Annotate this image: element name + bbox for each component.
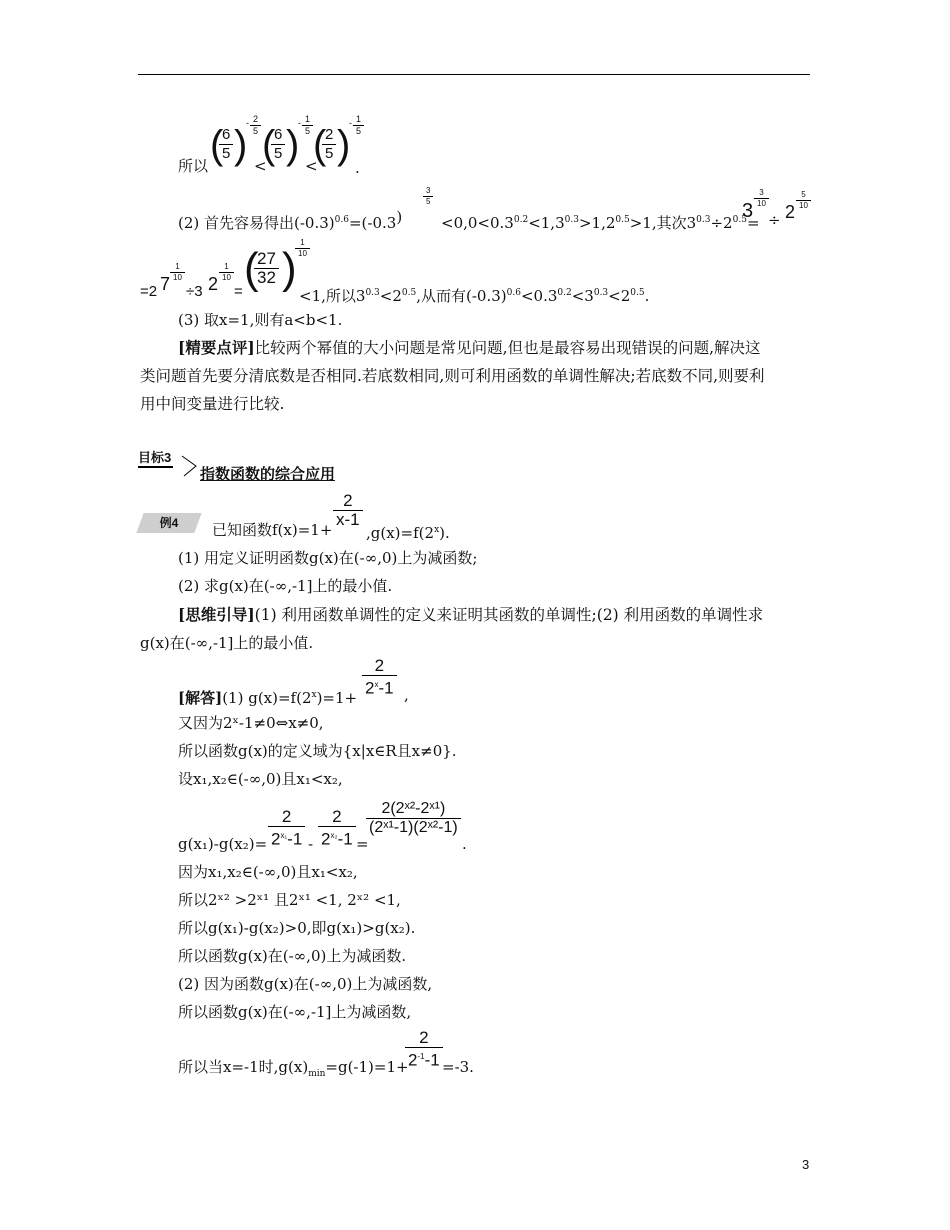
text: ,从而有(-0.3) [416, 287, 507, 305]
exp-den: 5 [426, 197, 431, 206]
text: ,g(x)=f(2 [366, 524, 435, 542]
text: = [746, 214, 760, 232]
example-stem [212, 520, 332, 540]
frac-den-exp: x₂ [330, 831, 338, 840]
question-2: (2) 求g(x)在(-∞,-1]上的最小值. [178, 577, 393, 595]
exp-den: 10 [173, 273, 182, 282]
exp-num: 5 [796, 190, 811, 201]
exp-num: 3 [754, 188, 769, 199]
solution-line-6: 因为x₁,x₂∈(-∞,0)且x₁<x₂, [178, 863, 358, 881]
solution-line-8: 所以g(x₁)-g(x₂)>0,即g(x₁)>g(x₂). [178, 919, 416, 937]
text: <0.3 [520, 287, 558, 305]
eq: = [234, 283, 243, 300]
review-text: 比较两个幂值的大小问题是常见问题,但也是最容易出现错误的问题,解决这 [254, 339, 761, 357]
power-2-1-10 [208, 262, 231, 295]
sup: 0.5 [630, 288, 645, 298]
frac-den-tail: -1 [337, 829, 353, 849]
goal-title: 指数函数的综合应用 [200, 465, 336, 483]
frac-num: 2 [268, 808, 305, 827]
text: )=1+ [316, 689, 358, 707]
goal-badge: 目标3 [138, 447, 173, 468]
frac-num: 2 [405, 1029, 443, 1048]
page-number: 3 [802, 1157, 810, 1172]
lt-1: < [254, 157, 267, 175]
divide: ÷ [768, 211, 781, 229]
text: . [644, 287, 650, 305]
text: =(-0.3 [348, 214, 397, 232]
sup: 0.3 [564, 215, 579, 225]
text: <1,所以3 [299, 287, 366, 305]
exp-den: 10 [222, 273, 231, 282]
text: <3 [571, 287, 594, 305]
exp-3-5 [423, 186, 433, 207]
frac-den-tail: -1 [424, 1050, 440, 1070]
header-rule [138, 74, 810, 75]
frac-combined [366, 800, 461, 837]
solution-line-10: (2) 因为函数g(x)在(-∞,0)上为减函数, [178, 975, 433, 993]
frac-num: 2(2ˣ²-2ˣ¹) [366, 800, 461, 819]
sup: 0.5 [401, 288, 417, 298]
power-7 [160, 262, 182, 295]
frac-num: 2 [333, 492, 363, 511]
solution-line-7: 所以2ˣ² >2ˣ¹ 且2ˣ¹ <1, 2ˣ² <1, [178, 891, 401, 909]
exp-num: 1 [219, 262, 234, 273]
lt-2: < [305, 157, 318, 175]
exp-den: 5 [305, 126, 311, 136]
base: 2 [785, 202, 796, 222]
solution-line-12 [178, 1057, 409, 1084]
solution-line-2: 又因为2ˣ-1≠0⇔x≠0, [178, 714, 324, 732]
exp-num: 1 [295, 238, 310, 249]
sup: 0.5 [732, 215, 747, 225]
sup: 0.3 [696, 215, 711, 225]
text: >1,2 [578, 214, 616, 232]
solution-line-3: 所以函数g(x)的定义域为{x|x∈R且x≠0}. [178, 742, 457, 760]
text: ). [439, 524, 450, 542]
solution-line-5: g(x₁)-g(x₂)= [178, 835, 268, 853]
exp-den: 10 [298, 249, 307, 258]
example-stem-tail [366, 520, 450, 543]
frac-den: 32 [257, 268, 276, 287]
line-part2 [178, 210, 402, 233]
question-1: (1) 用定义证明函数g(x)在(-∞,0)上为减函数; [178, 549, 478, 567]
frac-den-exp: x₁ [280, 831, 288, 840]
frac-num: 2 [322, 126, 336, 145]
solution-label: [解答] [178, 689, 223, 707]
line-part3: (3) 取x=1,则有a<b<1. [178, 311, 343, 329]
power-3-3-10 [742, 188, 766, 223]
exp-den: 5 [253, 126, 259, 136]
guide-text: (1) 利用函数单调性的定义来证明其函数的单调性;(2) 利用函数的单调性求 [254, 606, 764, 624]
review-label: [精要点评] [178, 338, 255, 357]
exp-num: 1 [302, 114, 313, 126]
frac-g-x2 [318, 808, 356, 849]
frac-den-base: 2 [321, 829, 331, 849]
div-3: ÷3 [186, 283, 203, 300]
sup: 0.6 [334, 215, 349, 225]
frac-den: 5 [274, 145, 283, 162]
frac-den: x-1 [336, 510, 360, 529]
text: <1,3 [528, 214, 565, 232]
frac-den: 5 [222, 145, 231, 162]
base: 7 [160, 274, 171, 294]
exp-sign: - [246, 118, 249, 128]
frac-den-tail: -1 [287, 829, 303, 849]
exp-num: 3 [423, 186, 433, 197]
guide-line-2: g(x)在(-∞,-1]上的最小值. [140, 634, 314, 652]
frac-num: 27 [254, 250, 279, 269]
frac-2-2-1-1 [405, 1029, 443, 1070]
minus: - [308, 835, 314, 853]
base: 2 [208, 274, 219, 294]
frac-den-base: 2 [408, 1050, 418, 1070]
text: =g(-1)=1+ [325, 1058, 409, 1076]
frac-den: 5 [325, 145, 334, 162]
text: 已知函数f(x)=1+ [212, 521, 333, 539]
review-line-1 [178, 338, 761, 358]
text: (2) 首先容易得出(-0.3) [178, 214, 335, 232]
base: 3 [742, 200, 754, 222]
guide-label: [思维引导] [178, 605, 255, 624]
result: =-3. [442, 1058, 474, 1076]
frac-den: (2ˣ¹-1)(2ˣ²-1) [369, 819, 458, 836]
exp-den: 10 [757, 199, 766, 208]
line-part2-cont [441, 210, 760, 233]
exp-sign: - [349, 118, 352, 128]
frac-den-exp: x [374, 680, 379, 689]
sup: 0.3 [365, 288, 380, 298]
sup: x [434, 525, 440, 535]
exp-sign: - [298, 118, 301, 128]
example-badge [136, 513, 201, 533]
text: <2 [608, 287, 631, 305]
sup: 0.3 [593, 288, 609, 298]
text: <0,0<0.3 [441, 214, 514, 232]
frac-num: 2 [362, 657, 397, 676]
eq-2: =2 [140, 283, 158, 300]
solution-line-11: 所以函数g(x)在(-∞,-1]上为减函数, [178, 1003, 412, 1021]
exp-num: 2 [250, 114, 261, 126]
text: <2 [379, 287, 402, 305]
sup: 0.2 [557, 288, 572, 298]
text: >1,其次3 [629, 214, 697, 232]
line-conclusion-1 [178, 156, 208, 176]
guide-line-1 [178, 605, 763, 625]
comma: , [404, 686, 409, 704]
frac-g-x1 [268, 808, 305, 849]
example-badge-label: 例4 [159, 516, 179, 530]
exp-num: 1 [170, 262, 185, 273]
frac-num: 6 [271, 126, 285, 145]
text: 所以当x=-1时,g(x) [178, 1058, 309, 1076]
frac-den-base: 2 [365, 678, 375, 698]
solution-line-1 [178, 685, 357, 708]
frac-den-exp: -1 [417, 1052, 425, 1061]
sup: x [311, 690, 317, 700]
period: . [355, 159, 360, 177]
solution-line-9: 所以函数g(x)在(-∞,0)上为减函数. [178, 947, 407, 965]
frac-den-base: 2 [271, 829, 281, 849]
sup: 0.2 [513, 215, 529, 225]
solution-line-4: 设x₁,x₂∈(-∞,0)且x₁<x₂, [178, 770, 343, 788]
frac-2-x-1 [333, 492, 363, 529]
sub: min [308, 1069, 326, 1079]
sup: 0.5 [615, 215, 630, 225]
text: ) [396, 208, 403, 226]
period: . [462, 835, 467, 853]
sup: 0.6 [506, 288, 521, 298]
review-line-3: 用中间变量进行比较. [140, 395, 285, 413]
review-line-2: 类问题首先要分清底数是否相同.若底数相同,则可利用函数的单调性解决;若底数不同,则要利 [140, 367, 765, 385]
equals: = [356, 835, 369, 853]
line-part3-tail [299, 283, 649, 306]
text: (1) g(x)=f(2 [222, 689, 312, 707]
exp-num: 1 [353, 114, 364, 126]
power-2-5-10 [785, 190, 808, 223]
text-suoyi: 所以 [178, 157, 209, 175]
text: ÷2 [710, 214, 733, 232]
exp-den: 5 [356, 126, 362, 136]
frac-den-tail: -1 [378, 678, 394, 698]
frac-num: 2 [318, 808, 356, 827]
frac-num: 6 [219, 126, 233, 145]
exp-den: 10 [799, 201, 808, 210]
frac-2-2x-1 [362, 657, 397, 698]
